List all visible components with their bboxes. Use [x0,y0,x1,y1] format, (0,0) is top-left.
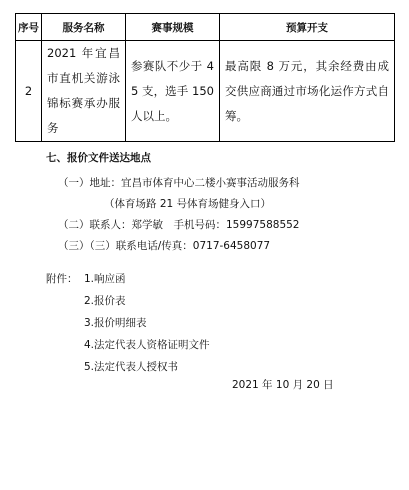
header-no: 序号 [16,14,42,41]
phone-line: （三）（三）联系电话/传真：0717-6458077 [58,240,271,252]
attachment-item: 3.报价明细表 [84,317,147,329]
attachments-label: 附件： [46,273,78,285]
attachment-item: 1.响应函 [84,273,126,285]
header-budget: 预算开支 [220,14,395,41]
contact-line: （二）联系人：郑学敏 手机号码：15997588552 [58,219,300,231]
cell-service-text: 2021 年宜昌市直机关游泳锦标赛承办服务 [47,46,120,135]
document-date: 2021 年 10 月 20 日 [232,379,334,391]
cell-budget-text: 最高限 8 万元，其余经费由成交供应商通过市场化运作方式自筹。 [225,58,389,123]
attachment-item: 5.法定代表人授权书 [84,361,179,373]
address-line: （一）地址：宜昌市体育中心二楼小赛事活动服务科 [58,177,300,189]
address-detail-line: （体育场路 21 号体育场健身入口） [104,198,272,210]
header-service: 服务名称 [42,14,126,41]
cell-no: 2 [16,41,42,142]
header-scale: 赛事规模 [126,14,220,41]
cell-scale-text: 参赛队不少于 45 支，选手 150 人以上。 [131,58,214,123]
section7-title: 七、报价文件送达地点 [46,152,151,164]
attachment-item: 4.法定代表人资格证明文件 [84,339,210,351]
attachment-item: 2.报价表 [84,295,126,307]
